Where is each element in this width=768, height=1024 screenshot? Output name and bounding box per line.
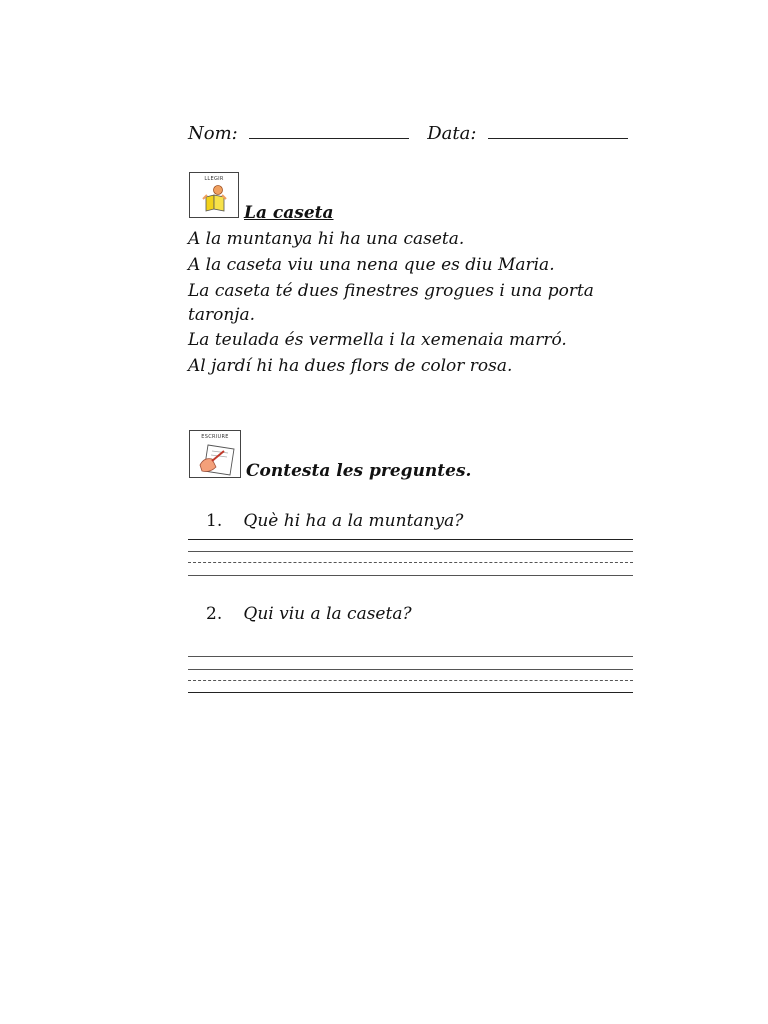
story-line: La teulada és vermella i la xemenaia marró. [188,330,567,350]
answer-guide-line [188,669,633,670]
writing-pictogram [189,430,241,478]
answer-guide-line [188,680,633,681]
writing-pictogram-caption: ESCRIURE [201,434,229,440]
question-1 [206,511,463,531]
answer-guide-line [188,575,633,576]
story-line: A la muntanya hi ha una caseta. [188,229,465,249]
story-line: Al jardí hi ha dues flors de color rosa. [188,356,513,376]
question-text: Què hi ha a la muntanya? [243,511,464,531]
question-number: 2. [206,604,223,624]
reading-pictogram-caption: LLEGIR [204,176,224,182]
name-label: Nom: [188,123,238,144]
story-line: La caseta té dues finestres grogues i una porta [188,281,594,301]
name-blank-line[interactable] [249,122,409,139]
reading-child-icon [190,173,240,219]
date-label: Data: [427,123,477,144]
question-number: 1. [206,511,223,531]
reading-title: La caseta [244,203,334,223]
header-fields [188,122,618,146]
reading-pictogram [189,172,239,218]
question-2 [206,604,412,624]
answer-line[interactable] [188,692,633,693]
writing-hand-icon [190,431,242,479]
answer-line[interactable] [188,539,633,540]
answer-guide-line [188,656,633,657]
answer-guide-line [188,562,633,563]
story-line: A la caseta viu una nena que es diu Maria. [188,255,555,275]
date-blank-line[interactable] [488,122,628,139]
question-text: Qui viu a la caseta? [243,604,412,624]
story-line: taronja. [188,305,256,325]
answer-guide-line [188,551,633,552]
writing-title: Contesta les preguntes. [246,461,472,481]
